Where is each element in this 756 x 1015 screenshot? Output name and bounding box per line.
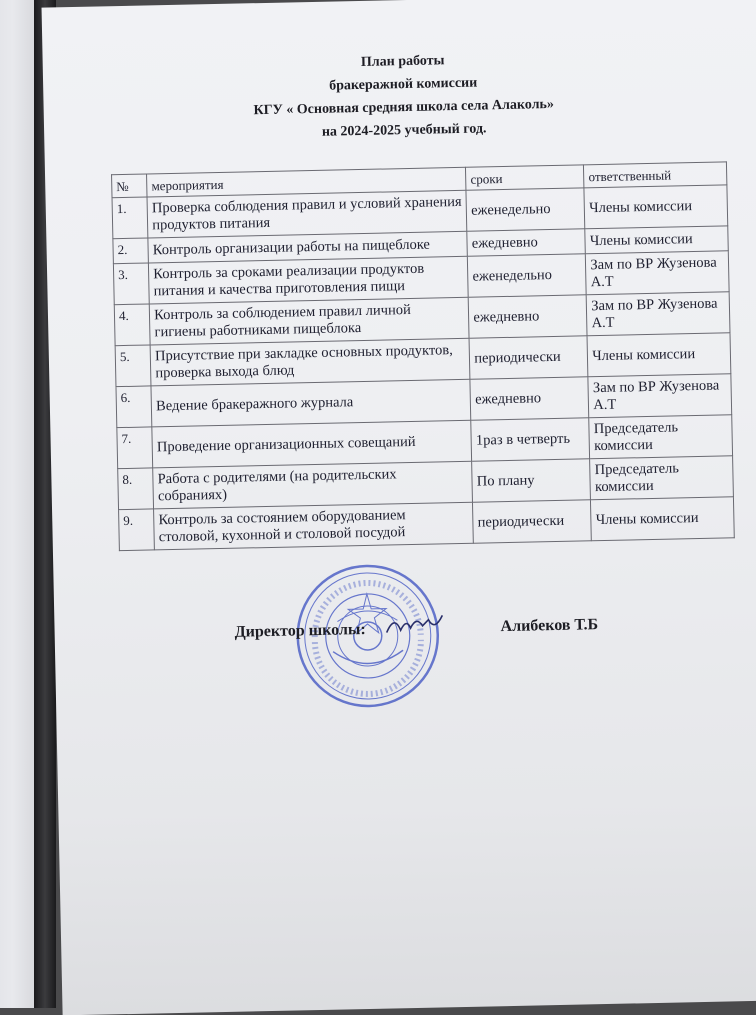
header-num: №: [112, 174, 148, 198]
title-line-4: на 2024-2025 учебный год.: [321, 121, 487, 140]
row-responsible: Зам по ВР Жузенова А.Т: [587, 292, 730, 336]
row-responsible: Зам по ВР Жузенова А.Т: [588, 374, 731, 418]
row-event: Проверка соблюдения правил и условий хранения продуктов питания: [147, 190, 467, 238]
row-responsible: Председатель комиссии: [589, 415, 732, 459]
row-num: 4.: [114, 304, 150, 346]
header-responsible: ответственный: [584, 162, 727, 188]
work-plan-table: [111, 161, 735, 551]
document-title: [43, 43, 756, 150]
header-term: сроки: [466, 165, 585, 190]
row-num: 9.: [119, 509, 155, 551]
row-event: Присутствие при закладке основных продуктов, проверка выхода блюд: [150, 338, 470, 386]
row-term: ежедневно: [468, 295, 587, 338]
row-num: 7.: [117, 427, 153, 469]
row-event: Проведение организационных совещаний: [152, 420, 472, 468]
row-num: 6.: [116, 386, 152, 428]
row-term: ежедневно: [470, 377, 589, 420]
row-term: ежедневно: [467, 229, 586, 256]
row-term: периодически: [473, 500, 592, 543]
row-num: 8.: [118, 468, 154, 510]
title-line-1: План работы: [360, 53, 445, 70]
row-responsible: Члены комиссии: [585, 226, 728, 254]
row-num: 2.: [113, 238, 149, 264]
title-line-3: КГУ « Основная средняя школа села Алаколь»: [253, 96, 555, 119]
row-responsible: Члены комиссии: [587, 333, 730, 377]
document-sheet: [42, 0, 756, 1015]
row-event: Ведение бракеражного журнала: [151, 379, 471, 427]
row-event: Контроль за состоянием оборудованием столовой, кухонной и столовой посудой: [154, 502, 474, 550]
row-responsible: Члены комиссии: [584, 185, 727, 229]
row-term: По плану: [472, 459, 591, 502]
row-event: Контроль организации работы на пищеблоке: [148, 231, 468, 263]
director-name: Алибеков Т.Б: [500, 616, 599, 636]
row-term: еженедельно: [466, 188, 585, 231]
row-num: 5.: [115, 345, 151, 387]
row-term: еженедельно: [468, 254, 587, 297]
row-responsible: Члены комиссии: [591, 497, 734, 541]
handwritten-signature: [384, 609, 445, 640]
row-responsible: Зам по ВР Жузенова А.Т: [586, 251, 729, 295]
row-num: 1.: [112, 197, 148, 239]
title-line-2: бракеражной комиссии: [329, 75, 478, 94]
row-term: периодически: [469, 336, 588, 379]
header-event: мероприятия: [147, 167, 466, 197]
row-event: Работа с родителями (на родительских собраниях): [153, 461, 473, 509]
row-event: Контроль за соблюдением правил личной гигиены работниками пищеблока: [149, 297, 469, 345]
row-responsible: Председатель комиссии: [590, 456, 733, 500]
row-term: 1раз в четверть: [471, 418, 590, 461]
row-num: 3.: [113, 263, 149, 305]
row-event: Контроль за сроками реализации продуктов питания и качества приготовления пищи: [149, 256, 469, 304]
signature-label: Директор школы:: [234, 620, 366, 641]
